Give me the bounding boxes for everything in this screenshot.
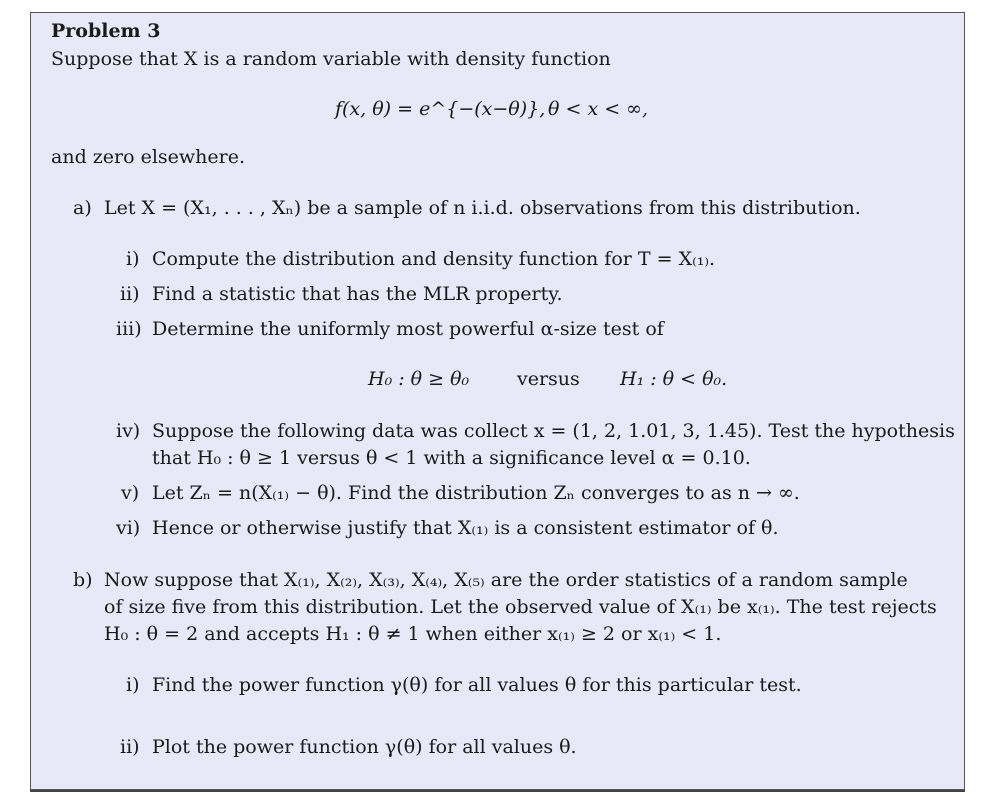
b-i-label: i) xyxy=(126,674,140,696)
a-v-text: Let Zₙ = n(X₍₁₎ − θ). Find the distribution Zₙ converges to as n → ∞. xyxy=(152,482,800,504)
a-vi-label: vi) xyxy=(116,517,141,539)
hypothesis-versus: versus xyxy=(517,368,580,390)
part-b-line2: of size five from this distribution. Let the observed value of X₍₁₎ be x₍₁₎. The test rejects xyxy=(104,596,937,618)
part-a-label: a) xyxy=(73,197,92,219)
a-iii-text: Determine the uniformly most powerful α-size test of xyxy=(152,318,664,340)
a-vi-text: Hence or otherwise justify that X₍₁₎ is a consistent estimator of θ. xyxy=(152,517,779,539)
box-bottom-rule xyxy=(30,790,965,792)
a-v-label: v) xyxy=(121,482,140,504)
part-b-label: b) xyxy=(73,569,93,591)
problem-intro: Suppose that X is a random variable with density function xyxy=(51,48,611,70)
hypothesis-h0: H₀ : θ ≥ θ₀ xyxy=(368,368,470,390)
b-ii-text: Plot the power function γ(θ) for all values θ. xyxy=(152,736,577,758)
part-a-text: Let X = (X₁, . . . , Xₙ) be a sample of n i.i.d. observations from this distribution. xyxy=(104,197,861,219)
part-b-line1: Now suppose that X₍₁₎, X₍₂₎, X₍₃₎, X₍₄₎, X₍₅₎ are the order statistics of a random sample xyxy=(104,569,908,591)
a-iv-text-line2: that H₀ : θ ≥ 1 versus θ < 1 with a significance level α = 0.10. xyxy=(152,447,751,469)
density-equation: f(x, θ) = e^{−(x−θ)}, xyxy=(335,98,546,120)
hypothesis-h1: H₁ : θ < θ₀. xyxy=(620,368,728,390)
a-iv-label: iv) xyxy=(116,420,141,442)
b-i-text: Find the power function γ(θ) for all values θ for this particular test. xyxy=(152,674,802,696)
part-b-line3: H₀ : θ = 2 and accepts H₁ : θ ≠ 1 when either x₍₁₎ ≥ 2 or x₍₁₎ < 1. xyxy=(104,623,722,645)
b-ii-label: ii) xyxy=(120,736,140,758)
a-ii-label: ii) xyxy=(120,283,140,305)
density-domain: θ < x < ∞, xyxy=(548,98,649,120)
zero-elsewhere: and zero elsewhere. xyxy=(51,146,246,168)
a-ii-text: Find a statistic that has the MLR property. xyxy=(152,283,563,305)
problem-title: Problem 3 xyxy=(51,20,161,42)
a-i-label: i) xyxy=(126,248,140,270)
a-iv-text-line1: Suppose the following data was collect x = (1, 2, 1.01, 3, 1.45). Test the hypothesis xyxy=(152,420,955,442)
a-i-text: Compute the distribution and density function for T = X₍₁₎. xyxy=(152,248,716,270)
a-iii-label: iii) xyxy=(116,318,142,340)
